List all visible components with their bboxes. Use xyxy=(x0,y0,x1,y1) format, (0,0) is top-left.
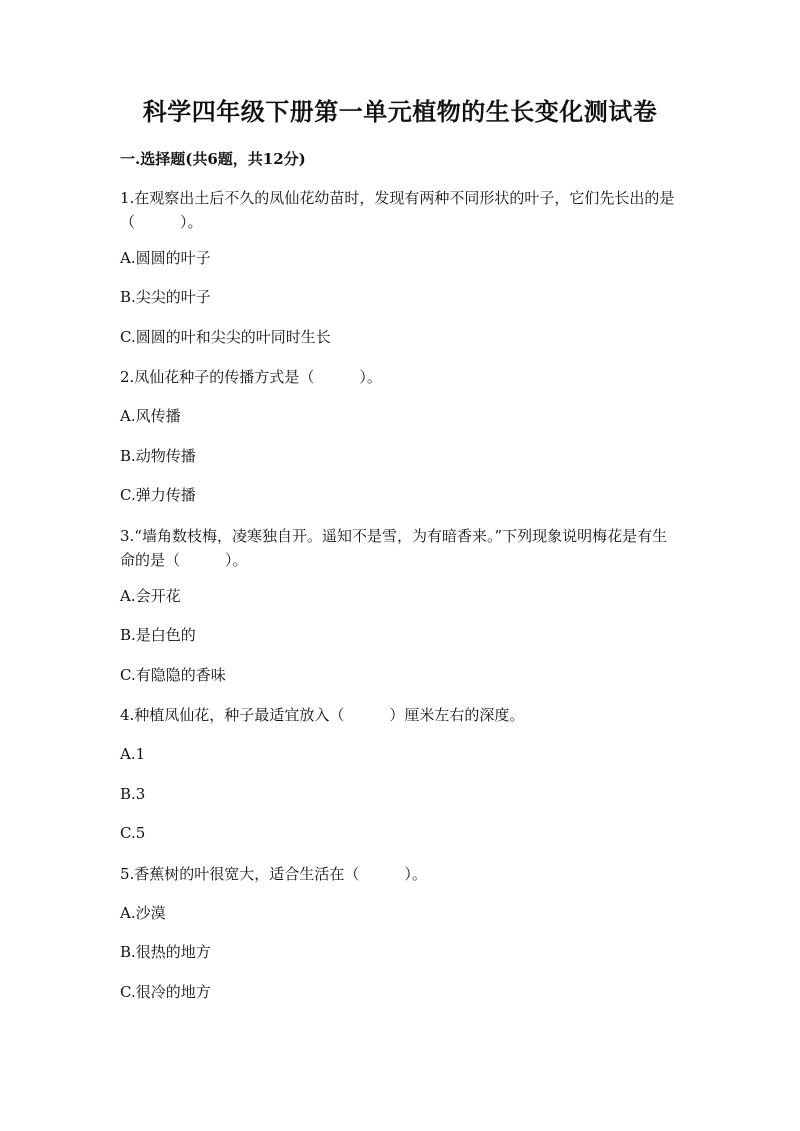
question-2-option-b: B.动物传播 xyxy=(120,447,196,465)
question-1-option-c: C.圆圆的叶和尖尖的叶同时生长 xyxy=(120,328,331,346)
question-1-option-a: A.圆圆的叶子 xyxy=(120,249,211,267)
question-3-option-b: B.是白色的 xyxy=(120,626,196,644)
question-2-option-c: C.弹力传播 xyxy=(120,486,196,504)
question-1-stem: 1.在观察出土后不久的凤仙花幼苗时，发现有两种不同形状的叶子，它们先长出的是（ ）。 xyxy=(120,189,675,231)
question-3-stem: 3.“墙角数枝梅，凌寒独自开。遥知不是雪，为有暗香来。”下列现象说明梅花是有生命的是（ ）。 xyxy=(120,527,668,569)
section-heading: 一.选择题(共6题，共12分) xyxy=(120,150,306,168)
page-title: 科学四年级下册第一单元植物的生长变化测试卷 xyxy=(142,97,658,126)
question-4-option-b: B.3 xyxy=(120,785,146,803)
question-5-stem: 5.香蕉树的叶很宽大，适合生活在（ ）。 xyxy=(120,865,427,883)
question-1-option-b: B.尖尖的叶子 xyxy=(120,288,211,306)
question-5-option-b: B.很热的地方 xyxy=(120,943,211,961)
question-4-option-c: C.5 xyxy=(120,824,146,842)
question-4-stem: 4.种植凤仙花，种子最适宜放入（ ）厘米左右的深度。 xyxy=(120,706,525,724)
question-4-option-a: A.1 xyxy=(120,745,146,763)
question-5-option-c: C.很冷的地方 xyxy=(120,983,211,1001)
question-2-stem: 2.凤仙花种子的传播方式是（ ）。 xyxy=(120,368,382,386)
question-3-option-c: C.有隐隐的香味 xyxy=(120,666,226,684)
question-3-option-a: A.会开花 xyxy=(120,587,181,605)
question-2-option-a: A.风传播 xyxy=(120,407,181,425)
question-5-option-a: A.沙漠 xyxy=(120,904,166,922)
